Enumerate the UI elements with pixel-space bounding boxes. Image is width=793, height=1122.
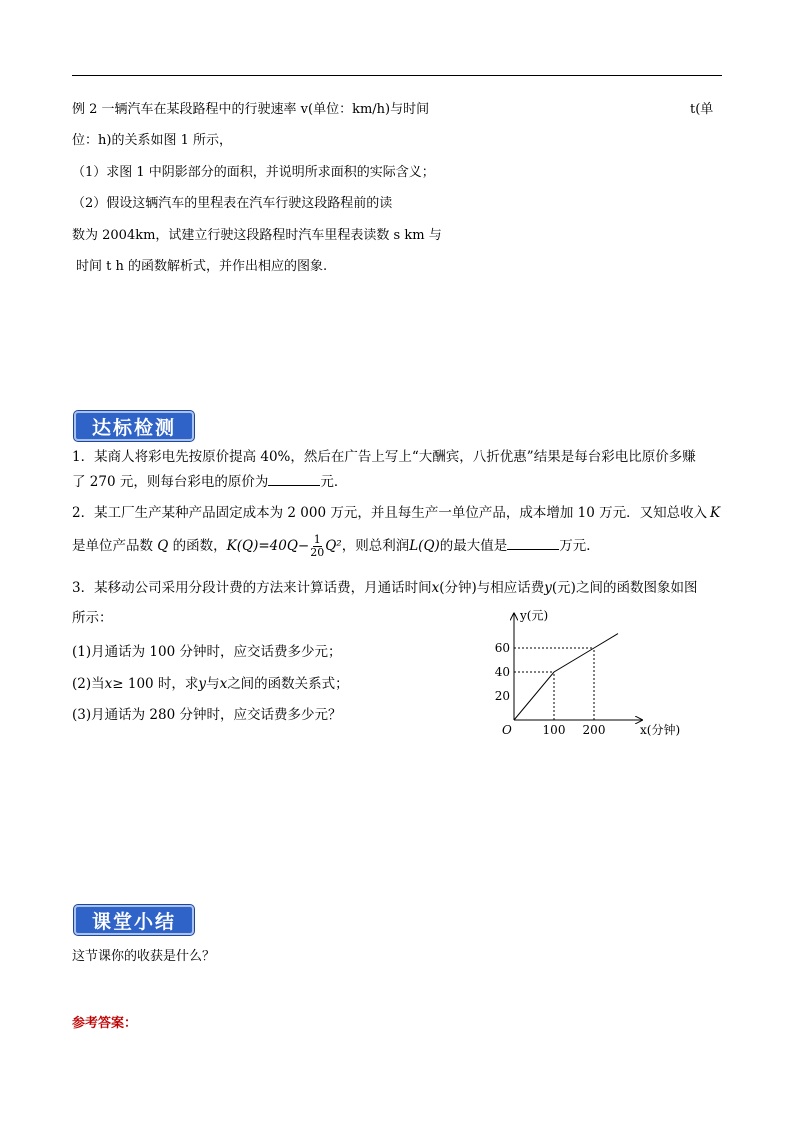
q2-answer-blank [507, 537, 559, 550]
q3-chart [490, 600, 710, 750]
section-banner-summary: 课堂小结 [74, 905, 194, 935]
q2-line2-text: 是单位产品数 [72, 538, 153, 554]
example2-line5: 数为 2004km，试建立行驶这段路程时汽车里程表读数 s km 与 [72, 228, 442, 243]
q2-line1-k: K [710, 505, 721, 521]
q2-line2-text-b: 的函数， [172, 538, 227, 554]
example2-line1-text: 例 2 一辆汽车在某段路程中的行驶速率 v(单位：km/h)与时间 [72, 102, 430, 117]
q2-frac-num: 1 [313, 533, 321, 546]
x-axis-label: x(分钟) [640, 723, 681, 737]
example2-line6: 时间 t h 的函数解析式，并作出相应的图象. [76, 259, 328, 274]
q2-line2-text-c: ，则总利润 [341, 538, 410, 554]
q3-sub2-d: 之间的函数关系式； [227, 676, 349, 692]
section-banner-test: 达标检测 [74, 411, 194, 441]
q3-line1-text-b: (分钟)与相应话费 [439, 580, 545, 596]
q1-line2-text: 了 270 元，则每台彩电的原价为 [72, 474, 269, 490]
q3-sub1: (1)月通话为 100 分钟时，应交话费多少元； [72, 644, 342, 660]
q3-sub2 [72, 674, 349, 694]
x-tick-label: 200 [582, 723, 606, 737]
example2-line4: （2）假设这辆汽车的里程表在汽车行驶这段路程前的读 [72, 196, 393, 211]
q2-line2-text-d: 的最大值是 [439, 538, 508, 554]
example2-line1-end: t(单 [690, 102, 714, 117]
q1-line2 [72, 472, 347, 492]
y-tick-label: 40 [494, 665, 510, 679]
y-tick-label: 60 [494, 641, 510, 655]
q1-answer-blank [268, 473, 320, 486]
q2-var-q: Q [157, 538, 169, 554]
q3-var-y: y [544, 580, 552, 596]
q1-line2-unit: 元． [320, 474, 348, 490]
q3-line1-text: 3．某移动公司采用分段计费的方法来计算话费，月通话时间 [72, 580, 432, 596]
x-tick-label: 100 [542, 723, 566, 737]
q3-sub2-b: ≥ 100 时，求 [112, 676, 199, 692]
example2-line3: （1）求图 1 中阴影部分的面积，并说明所求面积的实际含义； [72, 165, 435, 180]
q2-line2-unit: 万元． [559, 538, 600, 554]
example2-line1 [72, 101, 429, 119]
series-line [514, 634, 618, 720]
q3-sub2-a: (2)当 [72, 676, 105, 692]
q2-fraction [310, 534, 324, 559]
origin-label: O [502, 723, 512, 737]
q3-sub2-x2: x [219, 676, 228, 692]
q2-line1: 2．某工厂生产某种产品固定成本为 2 000 万元，并且每生产一单位产品，成本增加 10 万元．又知总收入 [72, 505, 708, 521]
q3-sub2-c: 与 [206, 676, 220, 692]
header-rule [72, 75, 722, 76]
q3-var-x: x [431, 580, 440, 596]
y-tick-label: 20 [494, 689, 510, 703]
q1-line1: 1．某商人将彩电先按原价提高 40%，然后在广告上写上“大酬宾，八折优惠”结果是每台彩电比原价多赚 [72, 449, 696, 465]
q3-sub3: (3)月通话为 280 分钟时，应交话费多少元？ [72, 707, 342, 723]
q2-formula-b: Q² [325, 538, 342, 554]
q2-var-l: L(Q) [409, 538, 440, 554]
q2-frac-den: 20 [310, 546, 325, 559]
summary-question: 这节课你的收获是什么？ [72, 949, 216, 964]
answers-label: 参考答案： [72, 1016, 138, 1031]
q2-formula-a: K(Q)=40Q− [226, 538, 310, 554]
q3-line1 [72, 578, 697, 598]
y-axis-label: y(元) [520, 608, 549, 623]
q3-line2: 所示： [72, 610, 113, 626]
q2-line2 [72, 534, 600, 559]
example2-line2: 位：h)的关系如图 1 所示， [72, 133, 232, 148]
q3-sub2-y: y [198, 676, 207, 692]
q3-line1-text-c: (元)之间的函数图象如图 [551, 580, 698, 596]
q3-sub2-x: x [104, 676, 113, 692]
